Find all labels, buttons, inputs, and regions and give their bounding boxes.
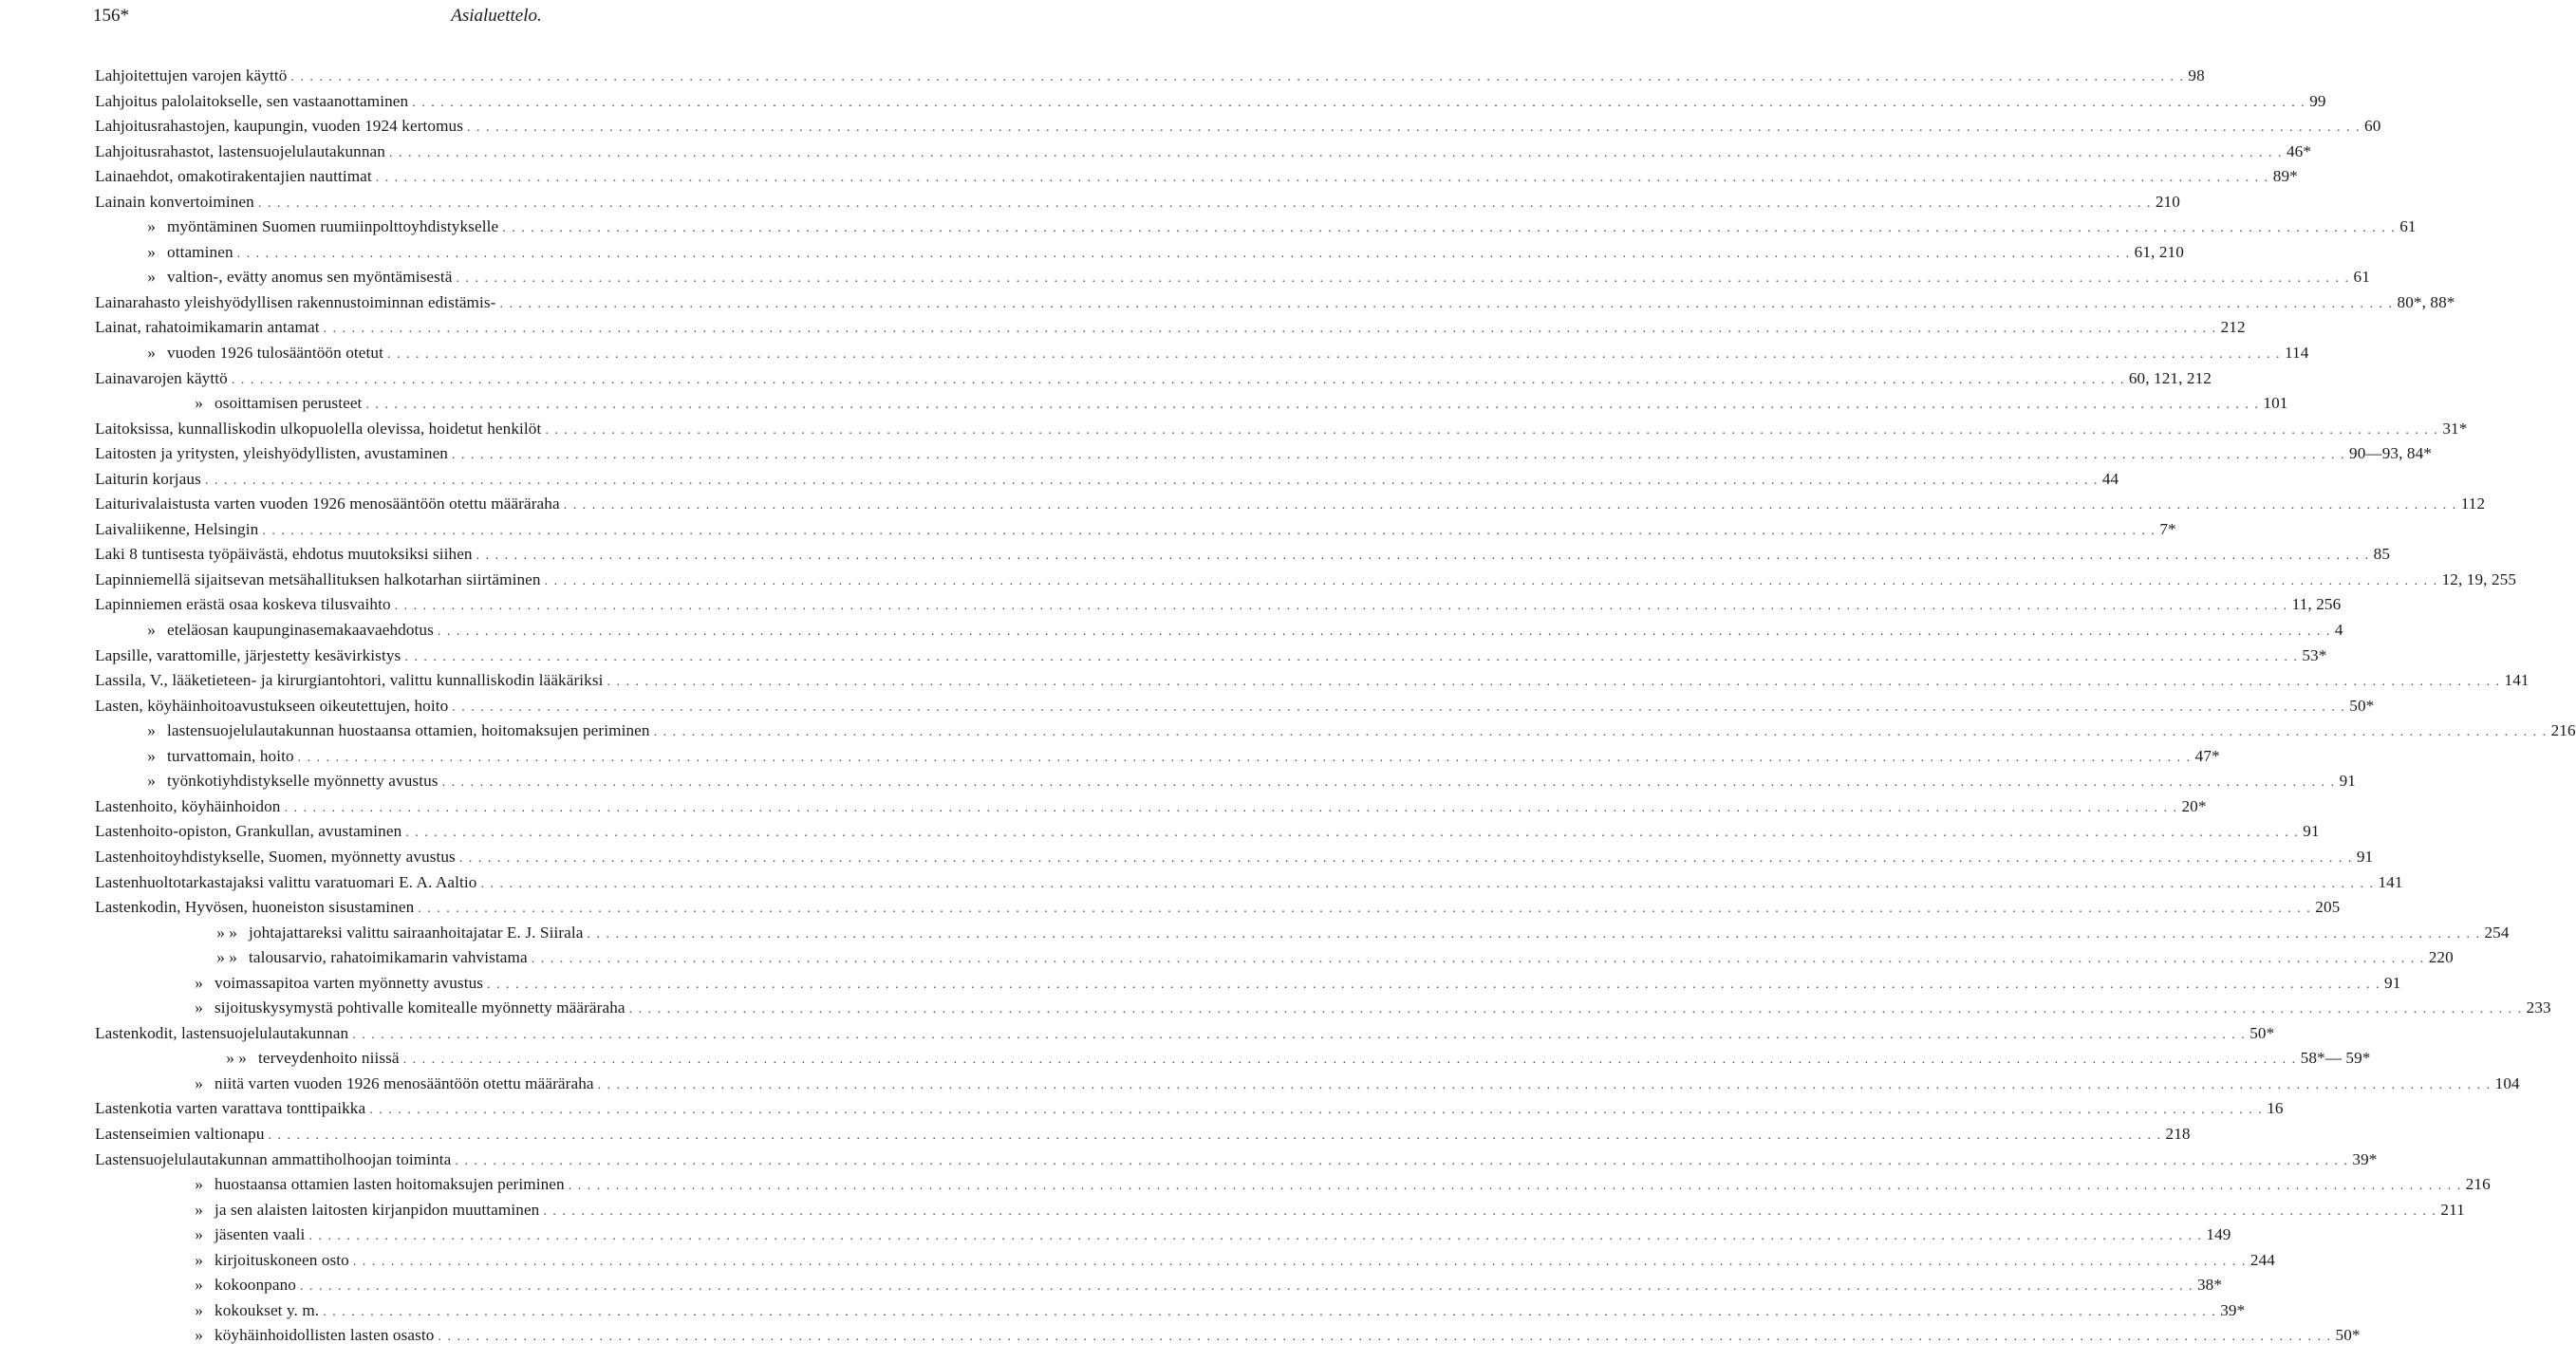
entry-pages: 11, 256 xyxy=(2291,595,2342,614)
entry-pages: 210 xyxy=(2155,192,2180,211)
ditto-mark: » » xyxy=(216,923,237,942)
entry-pages: 91 xyxy=(2303,822,2320,841)
index-entry xyxy=(95,847,2374,873)
entry-label: niitä varten vuoden 1926 menosääntöön otettu määräraha xyxy=(215,1073,594,1092)
index-entry xyxy=(95,923,2510,949)
dot-leader: . . . . . . . . . . . . . . . . . . . . . . . . . . . . . . . . . . . . . . . . . . . . . . . . . . . . . . . . . . . . . . . . . . . . . . . . . . . . . . . . . . . . . . . . . . . . . . . . . . . . . . . . . . . . . . . . . . . . . . . . . . . . . . . . . . . . . . . . . . . . . . . . . . . . . . . . . . . . . . . . . . . . . . . . . . . . . . . . . . . . . . . . . . . . . . . . . . . . . . . . xyxy=(257,196,2152,211)
entry-label: kokoonpano xyxy=(215,1276,296,1295)
entry-pages: 112 xyxy=(2460,494,2486,513)
entry-pages: 218 xyxy=(2165,1124,2191,1143)
index-entry xyxy=(95,242,2184,269)
entry-pages: 38* xyxy=(2196,1276,2223,1295)
dot-leader: . . . . . . . . . . . . . . . . . . . . . . . . . . . . . . . . . . . . . . . . . . . . . . . . . . . . . . . . . . . . . . . . . . . . . . . . . . . . . . . . . . . . . . . . . . . . . . . . . . . . . . . . . . . . . . . . . . . . . . . . . . . . . . . . . . . . . . . . . . . . . . . . . . . . . . . . . . . . . . . . . . . . . . . . . . . . . . . . . . . . . . . . . . . . . . . . . . . . . . . . xyxy=(394,599,2288,614)
dot-leader: . . . . . . . . . . . . . . . . . . . . . . . . . . . . . . . . . . . . . . . . . . . . . . . . . . . . . . . . . . . . . . . . . . . . . . . . . . . . . . . . . . . . . . . . . . . . . . . . . . . . . . . . . . . . . . . . . . . . . . . . . . . . . . . . . . . . . . . . . . . . . . . . . . . . . . . . . . . . . . . . . . . . . . . . . . . . . . . . . . . . . . . . . . . . . . . . . . . . . . . . xyxy=(290,70,2185,84)
index-entry xyxy=(95,1250,2275,1277)
dot-leader: . . . . . . . . . . . . . . . . . . . . . . . . . . . . . . . . . . . . . . . . . . . . . . . . . . . . . . . . . . . . . . . . . . . . . . . . . . . . . . . . . . . . . . . . . . . . . . . . . . . . . . . . . . . . . . . . . . . . . . . . . . . . . . . . . . . . . . . . . . . . . . . . . . . . . . . . . . . . . . . . . . . . . . . . . . . . . . . . . . . . . . . . . . . . . . . . . . . . . . . . xyxy=(545,422,2439,438)
entry-label: johtajattareksi valittu sairaanhoitajatar E. J. Siirala xyxy=(249,923,584,942)
index-entry xyxy=(95,1300,2246,1327)
ditto-mark: » xyxy=(147,621,156,640)
ditto-mark: » xyxy=(195,1225,203,1244)
entry-label: Laiturivalaistusta varten vuoden 1926 menosääntöön otettu määräraha xyxy=(95,494,560,513)
ditto-mark: » xyxy=(195,1073,203,1092)
entry-pages: 212 xyxy=(2220,318,2246,337)
entry-pages: 61 xyxy=(2353,268,2370,287)
index-entry xyxy=(95,66,2205,92)
dot-leader: . . . . . . . . . . . . . . . . . . . . . . . . . . . . . . . . . . . . . . . . . . . . . . . . . . . . . . . . . . . . . . . . . . . . . . . . . . . . . . . . . . . . . . . . . . . . . . . . . . . . . . . . . . . . . . . . . . . . . . . . . . . . . . . . . . . . . . . . . . . . . . . . . . . . . . . . . . . . . . . . . . . . . . . . . . . . . . . . . . . . . . . . . . . . . . . . . . . . . . . . xyxy=(297,750,2192,765)
entry-pages: 141 xyxy=(2378,872,2403,891)
entry-pages: 50* xyxy=(2349,696,2375,715)
dot-leader: . . . . . . . . . . . . . . . . . . . . . . . . . . . . . . . . . . . . . . . . . . . . . . . . . . . . . . . . . . . . . . . . . . . . . . . . . . . . . . . . . . . . . . . . . . . . . . . . . . . . . . . . . . . . . . . . . . . . . . . . . . . . . . . . . . . . . . . . . . . . . . . . . . . . . . . . . . . . . . . . . . . . . . . . . . . . . . . . . . . . . . . . . . . . . . . . . . . . . . . . xyxy=(452,700,2346,715)
entry-pages: 4 xyxy=(2334,621,2343,640)
entry-label: voimassapitoa varten myönnetty avustus xyxy=(215,973,484,992)
ditto-mark: » xyxy=(195,1326,203,1345)
entry-pages: 141 xyxy=(2504,671,2529,690)
index-entry xyxy=(95,569,2517,596)
dot-leader: . . . . . . . . . . . . . . . . . . . . . . . . . . . . . . . . . . . . . . . . . . . . . . . . . . . . . . . . . . . . . . . . . . . . . . . . . . . . . . . . . . . . . . . . . . . . . . . . . . . . . . . . . . . . . . . . . . . . . . . . . . . . . . . . . . . . . . . . . . . . . . . . . . . . . . . . . . . . . . . . . . . . . . . . . . . . . . . . . . . . . . . . . . . . . . . . . . . . . . . . xyxy=(628,1002,2523,1017)
dot-leader: . . . . . . . . . . . . . . . . . . . . . . . . . . . . . . . . . . . . . . . . . . . . . . . . . . . . . . . . . . . . . . . . . . . . . . . . . . . . . . . . . . . . . . . . . . . . . . . . . . . . . . . . . . . . . . . . . . . . . . . . . . . . . . . . . . . . . . . . . . . . . . . . . . . . . . . . . . . . . . . . . . . . . . . . . . . . . . . . . . . . . . . . . . . . . . . . . . . . . . . . xyxy=(231,372,2125,387)
index-entry xyxy=(95,494,2486,520)
dot-leader: . . . . . . . . . . . . . . . . . . . . . . . . . . . . . . . . . . . . . . . . . . . . . . . . . . . . . . . . . . . . . . . . . . . . . . . . . . . . . . . . . . . . . . . . . . . . . . . . . . . . . . . . . . . . . . . . . . . . . . . . . . . . . . . . . . . . . . . . . . . . . . . . . . . . . . . . . . . . . . . . . . . . . . . . . . . . . . . . . . . . . . . . . . . . . . . . . . . . . . . . xyxy=(441,775,2336,791)
page-number: 156* xyxy=(93,6,129,26)
dot-leader: . . . . . . . . . . . . . . . . . . . . . . . . . . . . . . . . . . . . . . . . . . . . . . . . . . . . . . . . . . . . . . . . . . . . . . . . . . . . . . . . . . . . . . . . . . . . . . . . . . . . . . . . . . . . . . . . . . . . . . . . . . . . . . . . . . . . . . . . . . . . . . . . . . . . . . . . . . . . . . . . . . . . . . . . . . . . . . . . . . . . . . . . . . . . . . . . . . . . . . . . xyxy=(487,977,2381,992)
dot-leader: . . . . . . . . . . . . . . . . . . . . . . . . . . . . . . . . . . . . . . . . . . . . . . . . . . . . . . . . . . . . . . . . . . . . . . . . . . . . . . . . . . . . . . . . . . . . . . . . . . . . . . . . . . . . . . . . . . . . . . . . . . . . . . . . . . . . . . . . . . . . . . . . . . . . . . . . . . . . . . . . . . . . . . . . . . . . . . . . . . . . . . . . . . . . . . . . . . . . . . . . xyxy=(323,322,2217,337)
dot-leader: . . . . . . . . . . . . . . . . . . . . . . . . . . . . . . . . . . . . . . . . . . . . . . . . . . . . . . . . . . . . . . . . . . . . . . . . . . . . . . . . . . . . . . . . . . . . . . . . . . . . . . . . . . . . . . . . . . . . . . . . . . . . . . . . . . . . . . . . . . . . . . . . . . . . . . . . . . . . . . . . . . . . . . . . . . . . . . . . . . . . . . . . . . . . . . . . . . . . . . . . xyxy=(437,625,2331,640)
dot-leader: . . . . . . . . . . . . . . . . . . . . . . . . . . . . . . . . . . . . . . . . . . . . . . . . . . . . . . . . . . . . . . . . . . . . . . . . . . . . . . . . . . . . . . . . . . . . . . . . . . . . . . . . . . . . . . . . . . . . . . . . . . . . . . . . . . . . . . . . . . . . . . . . . . . . . . . . . . . . . . . . . . . . . . . . . . . . . . . . . . . . . . . . . . . . . . . . . . . . . . . . xyxy=(323,1304,2217,1319)
entry-label: Lainaehdot, omakotirakentajien nauttimat xyxy=(95,167,372,186)
entry-label: Lastenhuoltotarkastajaksi valittu varatuomari E. A. Aaltio xyxy=(95,872,477,891)
entry-label: sijoituskysymystä pohtivalle komitealle myönnetty määräraha xyxy=(215,998,625,1017)
dot-leader: . . . . . . . . . . . . . . . . . . . . . . . . . . . . . . . . . . . . . . . . . . . . . . . . . . . . . . . . . . . . . . . . . . . . . . . . . . . . . . . . . . . . . . . . . . . . . . . . . . . . . . . . . . . . . . . . . . . . . . . . . . . . . . . . . . . . . . . . . . . . . . . . . . . . . . . . . . . . . . . . . . . . . . . . . . . . . . . . . . . . . . . . . . . . . . . . . . . . . . . . xyxy=(438,1330,2332,1345)
entry-label: myöntäminen Suomen ruumiinpolttoyhdistykselle xyxy=(167,217,499,236)
entry-label: Lahjoitusrahastojen, kaupungin, vuoden 1924 kertomus xyxy=(95,117,464,136)
ditto-mark: » xyxy=(195,1200,203,1219)
entry-pages: 205 xyxy=(2315,898,2341,917)
index-entry xyxy=(95,746,2220,773)
index-entry xyxy=(95,621,2343,646)
index-entry xyxy=(95,1073,2520,1100)
entry-pages: 80*, 88* xyxy=(2397,292,2455,311)
ditto-mark: » xyxy=(147,772,156,791)
dot-leader: . . . . . . . . . . . . . . . . . . . . . . . . . . . . . . . . . . . . . . . . . . . . . . . . . . . . . . . . . . . . . . . . . . . . . . . . . . . . . . . . . . . . . . . . . . . . . . . . . . . . . . . . . . . . . . . . . . . . . . . . . . . . . . . . . . . . . . . . . . . . . . . . . . . . . . . . . . . . . . . . . . . . . . . . . . . . . . . . . . . . . . . . . . . . . . . . . . . . . . . . xyxy=(607,675,2501,690)
entry-label: Lahjoitettujen varojen käyttö xyxy=(95,66,288,84)
index-entry xyxy=(95,595,2342,621)
dot-leader: . . . . . . . . . . . . . . . . . . . . . . . . . . . . . . . . . . . . . . . . . . . . . . . . . . . . . . . . . . . . . . . . . . . . . . . . . . . . . . . . . . . . . . . . . . . . . . . . . . . . . . . . . . . . . . . . . . . . . . . . . . . . . . . . . . . . . . . . . . . . . . . . . . . . . . . . . . . . . . . . . . . . . . . . . . . . . . . . . . . . . . . . . . . . . . . . . . . . . . . . xyxy=(418,902,2312,917)
entry-pages: 12, 19, 255 xyxy=(2441,569,2517,588)
ditto-mark: » xyxy=(147,217,156,236)
dot-leader: . . . . . . . . . . . . . . . . . . . . . . . . . . . . . . . . . . . . . . . . . . . . . . . . . . . . . . . . . . . . . . . . . . . . . . . . . . . . . . . . . . . . . . . . . . . . . . . . . . . . . . . . . . . . . . . . . . . . . . . . . . . . . . . . . . . . . . . . . . . . . . . . . . . . . . . . . . . . . . . . . . . . . . . . . . . . . . . . . . . . . . . . . . . . . . . . . . . . . . . . xyxy=(268,1128,2162,1143)
entry-label: turvattomain, hoito xyxy=(167,746,294,765)
index-entry xyxy=(95,973,2401,999)
dot-leader: . . . . . . . . . . . . . . . . . . . . . . . . . . . . . . . . . . . . . . . . . . . . . . . . . . . . . . . . . . . . . . . . . . . . . . . . . . . . . . . . . . . . . . . . . . . . . . . . . . . . . . . . . . . . . . . . . . . . . . . . . . . . . . . . . . . . . . . . . . . . . . . . . . . . . . . . . . . . . . . . . . . . . . . . . . . . . . . . . . . . . . . . . . . . . . . . . . . . . . . . xyxy=(587,926,2481,942)
ditto-mark: » xyxy=(195,1175,203,1194)
dot-leader: . . . . . . . . . . . . . . . . . . . . . . . . . . . . . . . . . . . . . . . . . . . . . . . . . . . . . . . . . . . . . . . . . . . . . . . . . . . . . . . . . . . . . . . . . . . . . . . . . . . . . . . . . . . . . . . . . . . . . . . . . . . . . . . . . . . . . . . . . . . . . . . . . . . . . . . . . . . . . . . . . . . . . . . . . . . . . . . . . . . . . . . . . . . . . . . . . . . . . . . . xyxy=(204,473,2099,488)
entry-pages: 99 xyxy=(2309,91,2326,110)
ditto-mark: » xyxy=(195,394,203,413)
dot-leader: . . . . . . . . . . . . . . . . . . . . . . . . . . . . . . . . . . . . . . . . . . . . . . . . . . . . . . . . . . . . . . . . . . . . . . . . . . . . . . . . . . . . . . . . . . . . . . . . . . . . . . . . . . . . . . . . . . . . . . . . . . . . . . . . . . . . . . . . . . . . . . . . . . . . . . . . . . . . . . . . . . . . . . . . . . . . . . . . . . . . . . . . . . . . . . . . . . . . . . . . xyxy=(502,221,2397,236)
index-entry xyxy=(95,394,2288,420)
index-entry xyxy=(95,721,2576,747)
entry-label: eteläosan kaupunginasemakaavaehdotus xyxy=(167,621,434,640)
entry-pages: 58*— 59* xyxy=(2300,1049,2371,1068)
entry-pages: 50* xyxy=(2335,1326,2361,1345)
entry-label: Lastensuojelulautakunnan ammattiholhoojan toiminta xyxy=(95,1149,452,1168)
ditto-mark: » » xyxy=(216,948,237,967)
index-entry xyxy=(95,217,2417,243)
dot-leader: . . . . . . . . . . . . . . . . . . . . . . . . . . . . . . . . . . . . . . . . . . . . . . . . . . . . . . . . . . . . . . . . . . . . . . . . . . . . . . . . . . . . . . . . . . . . . . . . . . . . . . . . . . . . . . . . . . . . . . . . . . . . . . . . . . . . . . . . . . . . . . . . . . . . . . . . . . . . . . . . . . . . . . . . . . . . . . . . . . . . . . . . . . . . . . . . . . . . . . . . xyxy=(563,498,2457,513)
entry-label: Lahjoitusrahastot, lastensuojelulautakunnan xyxy=(95,141,385,160)
dot-leader: . . . . . . . . . . . . . . . . . . . . . . . . . . . . . . . . . . . . . . . . . . . . . . . . . . . . . . . . . . . . . . . . . . . . . . . . . . . . . . . . . . . . . . . . . . . . . . . . . . . . . . . . . . . . . . . . . . . . . . . . . . . . . . . . . . . . . . . . . . . . . . . . . . . . . . . . . . . . . . . . . . . . . . . . . . . . . . . . . . . . . . . . . . . . . . . . . . . . . . . . xyxy=(388,145,2283,160)
dot-leader: . . . . . . . . . . . . . . . . . . . . . . . . . . . . . . . . . . . . . . . . . . . . . . . . . . . . . . . . . . . . . . . . . . . . . . . . . . . . . . . . . . . . . . . . . . . . . . . . . . . . . . . . . . . . . . . . . . . . . . . . . . . . . . . . . . . . . . . . . . . . . . . . . . . . . . . . . . . . . . . . . . . . . . . . . . . . . . . . . . . . . . . . . . . . . . . . . . . . . . . . xyxy=(284,800,2178,815)
entry-label: osoittamisen perusteet xyxy=(215,394,363,413)
entry-label: Lainain konvertoiminen xyxy=(95,192,254,211)
dot-leader: . . . . . . . . . . . . . . . . . . . . . . . . . . . . . . . . . . . . . . . . . . . . . . . . . . . . . . . . . . . . . . . . . . . . . . . . . . . . . . . . . . . . . . . . . . . . . . . . . . . . . . . . . . . . . . . . . . . . . . . . . . . . . . . . . . . . . . . . . . . . . . . . . . . . . . . . . . . . . . . . . . . . . . . . . . . . . . . . . . . . . . . . . . . . . . . . . . . . . . . . xyxy=(402,1053,2297,1068)
entry-label: ja sen alaisten laitosten kirjanpidon muuttaminen xyxy=(215,1200,540,1219)
index-entry xyxy=(95,772,2356,797)
entry-label: lastensuojelulautakunnan huostaansa ottamien, hoitomaksujen periminen xyxy=(167,721,650,740)
dot-leader: . . . . . . . . . . . . . . . . . . . . . . . . . . . . . . . . . . . . . . . . . . . . . . . . . . . . . . . . . . . . . . . . . . . . . . . . . . . . . . . . . . . . . . . . . . . . . . . . . . . . . . . . . . . . . . . . . . . . . . . . . . . . . . . . . . . . . . . . . . . . . . . . . . . . . . . . . . . . . . . . . . . . . . . . . . . . . . . . . . . . . . . . . . . . . . . . . . . . . . . . xyxy=(499,296,2394,311)
index-entry xyxy=(95,645,2327,672)
entry-pages: 85 xyxy=(2373,545,2391,564)
entry-pages: 47* xyxy=(2194,746,2220,765)
entry-pages: 39* xyxy=(2220,1300,2246,1319)
entry-label: valtion-, evätty anomus sen myöntämisestä xyxy=(167,268,453,287)
entry-label: kokoukset y. m. xyxy=(215,1300,320,1319)
entry-pages: 216 xyxy=(2550,721,2576,740)
index-entry xyxy=(95,998,2551,1024)
index-entry xyxy=(95,167,2298,193)
entry-label: Lapinniemen erästä osaa koskeva tilusvaihto xyxy=(95,595,391,614)
entry-label: Lasten, köyhäinhoitoavustukseen oikeutettujen, hoito xyxy=(95,696,449,715)
entry-pages: 104 xyxy=(2494,1073,2520,1092)
entry-pages: 31* xyxy=(2442,419,2468,438)
entry-pages: 91 xyxy=(2384,973,2401,992)
entry-pages: 39* xyxy=(2352,1149,2378,1168)
ditto-mark: » xyxy=(147,268,156,287)
index-entry xyxy=(95,1124,2191,1150)
entry-pages: 50* xyxy=(2249,1023,2275,1042)
entry-label: ottaminen xyxy=(167,242,233,261)
dot-leader: . . . . . . . . . . . . . . . . . . . . . . . . . . . . . . . . . . . . . . . . . . . . . . . . . . . . . . . . . . . . . . . . . . . . . . . . . . . . . . . . . . . . . . . . . . . . . . . . . . . . . . . . . . . . . . . . . . . . . . . . . . . . . . . . . . . . . . . . . . . . . . . . . . . . . . . . . . . . . . . . . . . . . . . . . . . . . . . . . . . . . . . . . . . . . . . . . . . . . . . . xyxy=(386,347,2281,363)
index-entry xyxy=(95,1149,2378,1176)
entry-label: vuoden 1926 tulosääntöön otetut xyxy=(167,344,383,363)
entry-pages: 7* xyxy=(2159,519,2176,538)
dot-leader: . . . . . . . . . . . . . . . . . . . . . . . . . . . . . . . . . . . . . . . . . . . . . . . . . . . . . . . . . . . . . . . . . . . . . . . . . . . . . . . . . . . . . . . . . . . . . . . . . . . . . . . . . . . . . . . . . . . . . . . . . . . . . . . . . . . . . . . . . . . . . . . . . . . . . . . . . . . . . . . . . . . . . . . . . . . . . . . . . . . . . . . . . . . . . . . . . . . . . . . . xyxy=(531,952,2425,967)
dot-leader: . . . . . . . . . . . . . . . . . . . . . . . . . . . . . . . . . . . . . . . . . . . . . . . . . . . . . . . . . . . . . . . . . . . . . . . . . . . . . . . . . . . . . . . . . . . . . . . . . . . . . . . . . . . . . . . . . . . . . . . . . . . . . . . . . . . . . . . . . . . . . . . . . . . . . . . . . . . . . . . . . . . . . . . . . . . . . . . . . . . . . . . . . . . . . . . . . . . . . . . . xyxy=(299,1279,2193,1295)
index-entry xyxy=(95,368,2212,395)
index-entry xyxy=(95,1276,2223,1301)
dot-leader: . . . . . . . . . . . . . . . . . . . . . . . . . . . . . . . . . . . . . . . . . . . . . . . . . . . . . . . . . . . . . . . . . . . . . . . . . . . . . . . . . . . . . . . . . . . . . . . . . . . . . . . . . . . . . . . . . . . . . . . . . . . . . . . . . . . . . . . . . . . . . . . . . . . . . . . . . . . . . . . . . . . . . . . . . . . . . . . . . . . . . . . . . . . . . . . . . . . . . . . . xyxy=(405,826,2300,841)
page-header xyxy=(93,6,900,34)
entry-label: Lastenhoito, köyhäinhoidon xyxy=(95,796,281,815)
entry-pages: 98 xyxy=(2188,66,2205,84)
dot-leader: . . . . . . . . . . . . . . . . . . . . . . . . . . . . . . . . . . . . . . . . . . . . . . . . . . . . . . . . . . . . . . . . . . . . . . . . . . . . . . . . . . . . . . . . . . . . . . . . . . . . . . . . . . . . . . . . . . . . . . . . . . . . . . . . . . . . . . . . . . . . . . . . . . . . . . . . . . . . . . . . . . . . . . . . . . . . . . . . . . . . . . . . . . . . . . . . . . . . . . . . xyxy=(375,171,2269,186)
entry-label: Lapsille, varattomille, järjestetty kesävirkistys xyxy=(95,645,401,664)
index-entry xyxy=(95,419,2468,445)
index-entry xyxy=(95,1326,2361,1352)
index-entry xyxy=(95,91,2326,118)
entry-label: Lainat, rahatoimikamarin antamat xyxy=(95,318,320,337)
entry-label: Laivaliikenne, Helsingin xyxy=(95,519,259,538)
entry-label: Lastenkodit, lastensuojelulautakunnan xyxy=(95,1023,349,1042)
entry-label: Lastenhoito-opiston, Grankullan, avustaminen xyxy=(95,822,402,841)
entry-pages: 91 xyxy=(2356,847,2374,866)
entry-pages: 254 xyxy=(2484,923,2510,942)
entry-label: talousarvio, rahatoimikamarin vahvistama xyxy=(249,948,528,967)
entry-pages: 89* xyxy=(2272,167,2298,186)
dot-leader: . . . . . . . . . . . . . . . . . . . . . . . . . . . . . . . . . . . . . . . . . . . . . . . . . . . . . . . . . . . . . . . . . . . . . . . . . . . . . . . . . . . . . . . . . . . . . . . . . . . . . . . . . . . . . . . . . . . . . . . . . . . . . . . . . . . . . . . . . . . . . . . . . . . . . . . . . . . . . . . . . . . . . . . . . . . . . . . . . . . . . . . . . . . . . . . . . . . . . . . . xyxy=(412,95,2306,110)
entry-label: huostaansa ottamien lasten hoitomaksujen periminen xyxy=(215,1175,565,1194)
entry-pages: 244 xyxy=(2249,1250,2275,1269)
index-entry xyxy=(95,344,2309,369)
ditto-mark: » xyxy=(147,242,156,261)
index-entry xyxy=(95,948,2454,974)
dot-leader: . . . . . . . . . . . . . . . . . . . . . . . . . . . . . . . . . . . . . . . . . . . . . . . . . . . . . . . . . . . . . . . . . . . . . . . . . . . . . . . . . . . . . . . . . . . . . . . . . . . . . . . . . . . . . . . . . . . . . . . . . . . . . . . . . . . . . . . . . . . . . . . . . . . . . . . . . . . . . . . . . . . . . . . . . . . . . . . . . . . . . . . . . . . . . . . . . . . . . . . . xyxy=(352,1254,2247,1269)
entry-pages: 114 xyxy=(2284,344,2309,363)
index-entry xyxy=(95,545,2391,570)
index-entry xyxy=(95,898,2341,924)
dot-leader: . . . . . . . . . . . . . . . . . . . . . . . . . . . . . . . . . . . . . . . . . . . . . . . . . . . . . . . . . . . . . . . . . . . . . . . . . . . . . . . . . . . . . . . . . . . . . . . . . . . . . . . . . . . . . . . . . . . . . . . . . . . . . . . . . . . . . . . . . . . . . . . . . . . . . . . . . . . . . . . . . . . . . . . . . . . . . . . . . . . . . . . . . . . . . . . . . . . . . . . . xyxy=(456,271,2350,287)
entry-label: Lainavarojen käyttö xyxy=(95,368,228,387)
dot-leader: . . . . . . . . . . . . . . . . . . . . . . . . . . . . . . . . . . . . . . . . . . . . . . . . . . . . . . . . . . . . . . . . . . . . . . . . . . . . . . . . . . . . . . . . . . . . . . . . . . . . . . . . . . . . . . . . . . . . . . . . . . . . . . . . . . . . . . . . . . . . . . . . . . . . . . . . . . . . . . . . . . . . . . . . . . . . . . . . . . . . . . . . . . . . . . . . . . . . . . . . xyxy=(404,649,2299,664)
entry-pages: 60 xyxy=(2364,117,2381,136)
dot-leader: . . . . . . . . . . . . . . . . . . . . . . . . . . . . . . . . . . . . . . . . . . . . . . . . . . . . . . . . . . . . . . . . . . . . . . . . . . . . . . . . . . . . . . . . . . . . . . . . . . . . . . . . . . . . . . . . . . . . . . . . . . . . . . . . . . . . . . . . . . . . . . . . . . . . . . . . . . . . . . . . . . . . . . . . . . . . . . . . . . . . . . . . . . . . . . . . . . . . . . . . xyxy=(653,725,2548,740)
dot-leader: . . . . . . . . . . . . . . . . . . . . . . . . . . . . . . . . . . . . . . . . . . . . . . . . . . . . . . . . . . . . . . . . . . . . . . . . . . . . . . . . . . . . . . . . . . . . . . . . . . . . . . . . . . . . . . . . . . . . . . . . . . . . . . . . . . . . . . . . . . . . . . . . . . . . . . . . . . . . . . . . . . . . . . . . . . . . . . . . . . . . . . . . . . . . . . . . . . . . . . . . xyxy=(476,549,2370,564)
entry-label: köyhäinhoidollisten lasten osasto xyxy=(215,1326,435,1345)
index-entry xyxy=(95,519,2176,546)
index-entry xyxy=(95,1225,2231,1251)
entry-label: terveydenhoito niissä xyxy=(258,1049,400,1068)
index-entry xyxy=(95,141,2312,168)
entry-pages: 53* xyxy=(2302,645,2327,664)
index-entry xyxy=(95,192,2180,218)
index-entry xyxy=(95,292,2455,319)
ditto-mark: » xyxy=(195,1276,203,1295)
dot-leader: . . . . . . . . . . . . . . . . . . . . . . . . . . . . . . . . . . . . . . . . . . . . . . . . . . . . . . . . . . . . . . . . . . . . . . . . . . . . . . . . . . . . . . . . . . . . . . . . . . . . . . . . . . . . . . . . . . . . . . . . . . . . . . . . . . . . . . . . . . . . . . . . . . . . . . . . . . . . . . . . . . . . . . . . . . . . . . . . . . . . . . . . . . . . . . . . . . . . . . . . xyxy=(352,1027,2247,1042)
index-entry xyxy=(95,671,2529,697)
index-entry xyxy=(95,696,2375,722)
index-entry xyxy=(95,1049,2371,1074)
entry-label: Lahjoitus palolaitokselle, sen vastaanottaminen xyxy=(95,91,409,110)
entry-label: Laitosten ja yritysten, yleishyödyllisten, avustaminen xyxy=(95,444,449,463)
entry-pages: 220 xyxy=(2428,948,2454,967)
entry-pages: 20* xyxy=(2181,796,2207,815)
dot-leader: . . . . . . . . . . . . . . . . . . . . . . . . . . . . . . . . . . . . . . . . . . . . . . . . . . . . . . . . . . . . . . . . . . . . . . . . . . . . . . . . . . . . . . . . . . . . . . . . . . . . . . . . . . . . . . . . . . . . . . . . . . . . . . . . . . . . . . . . . . . . . . . . . . . . . . . . . . . . . . . . . . . . . . . . . . . . . . . . . . . . . . . . . . . . . . . . . . . . . . . . xyxy=(236,246,2131,261)
dot-leader: . . . . . . . . . . . . . . . . . . . . . . . . . . . . . . . . . . . . . . . . . . . . . . . . . . . . . . . . . . . . . . . . . . . . . . . . . . . . . . . . . . . . . . . . . . . . . . . . . . . . . . . . . . . . . . . . . . . . . . . . . . . . . . . . . . . . . . . . . . . . . . . . . . . . . . . . . . . . . . . . . . . . . . . . . . . . . . . . . . . . . . . . . . . . . . . . . . . . . . . . xyxy=(452,448,2346,463)
index-entry xyxy=(95,1200,2465,1226)
entry-label: Lastenseimien valtionapu xyxy=(95,1124,265,1143)
dot-leader: . . . . . . . . . . . . . . . . . . . . . . . . . . . . . . . . . . . . . . . . . . . . . . . . . . . . . . . . . . . . . . . . . . . . . . . . . . . . . . . . . . . . . . . . . . . . . . . . . . . . . . . . . . . . . . . . . . . . . . . . . . . . . . . . . . . . . . . . . . . . . . . . . . . . . . . . . . . . . . . . . . . . . . . . . . . . . . . . . . . . . . . . . . . . . . . . . . . . . . . . xyxy=(262,523,2156,538)
entry-pages: 233 xyxy=(2526,998,2551,1017)
index-entry xyxy=(95,444,2432,470)
entry-pages: 61 xyxy=(2399,217,2417,236)
ditto-mark: » xyxy=(147,721,156,740)
entry-label: Lassila, V., lääketieteen- ja kirurgiantohtori, valittu kunnalliskodin lääkäriksi xyxy=(95,671,604,690)
entry-label: Lastenkodin, Hyvösen, huoneiston sisustaminen xyxy=(95,898,415,917)
index-entry xyxy=(95,268,2370,293)
dot-leader: . . . . . . . . . . . . . . . . . . . . . . . . . . . . . . . . . . . . . . . . . . . . . . . . . . . . . . . . . . . . . . . . . . . . . . . . . . . . . . . . . . . . . . . . . . . . . . . . . . . . . . . . . . . . . . . . . . . . . . . . . . . . . . . . . . . . . . . . . . . . . . . . . . . . . . . . . . . . . . . . . . . . . . . . . . . . . . . . . . . . . . . . . . . . . . . . . . . . . . . . xyxy=(544,573,2438,588)
dot-leader: . . . . . . . . . . . . . . . . . . . . . . . . . . . . . . . . . . . . . . . . . . . . . . . . . . . . . . . . . . . . . . . . . . . . . . . . . . . . . . . . . . . . . . . . . . . . . . . . . . . . . . . . . . . . . . . . . . . . . . . . . . . . . . . . . . . . . . . . . . . . . . . . . . . . . . . . . . . . . . . . . . . . . . . . . . . . . . . . . . . . . . . . . . . . . . . . . . . . . . . . xyxy=(467,121,2361,136)
dot-leader: . . . . . . . . . . . . . . . . . . . . . . . . . . . . . . . . . . . . . . . . . . . . . . . . . . . . . . . . . . . . . . . . . . . . . . . . . . . . . . . . . . . . . . . . . . . . . . . . . . . . . . . . . . . . . . . . . . . . . . . . . . . . . . . . . . . . . . . . . . . . . . . . . . . . . . . . . . . . . . . . . . . . . . . . . . . . . . . . . . . . . . . . . . . . . . . . . . . . . . . . xyxy=(365,398,2260,413)
dot-leader: . . . . . . . . . . . . . . . . . . . . . . . . . . . . . . . . . . . . . . . . . . . . . . . . . . . . . . . . . . . . . . . . . . . . . . . . . . . . . . . . . . . . . . . . . . . . . . . . . . . . . . . . . . . . . . . . . . . . . . . . . . . . . . . . . . . . . . . . . . . . . . . . . . . . . . . . . . . . . . . . . . . . . . . . . . . . . . . . . . . . . . . . . . . . . . . . . . . . . . . . xyxy=(458,850,2353,866)
entry-label: Lapinniemellä sijaitsevan metsähallituksen halkotarhan siirtäminen xyxy=(95,569,541,588)
entry-label: Laki 8 tuntisesta työpäivästä, ehdotus muutoksiksi siihen xyxy=(95,545,473,564)
entry-pages: 61, 210 xyxy=(2134,242,2184,261)
entry-label: Laitoksissa, kunnalliskodin ulkopuolella olevissa, hoidetut henkilöt xyxy=(95,419,542,438)
index-entry xyxy=(95,1175,2491,1201)
index-entries xyxy=(95,66,2576,1352)
dot-leader: . . . . . . . . . . . . . . . . . . . . . . . . . . . . . . . . . . . . . . . . . . . . . . . . . . . . . . . . . . . . . . . . . . . . . . . . . . . . . . . . . . . . . . . . . . . . . . . . . . . . . . . . . . . . . . . . . . . . . . . . . . . . . . . . . . . . . . . . . . . . . . . . . . . . . . . . . . . . . . . . . . . . . . . . . . . . . . . . . . . . . . . . . . . . . . . . . . . . . . . . xyxy=(308,1229,2203,1244)
entry-pages: 211 xyxy=(2440,1200,2465,1219)
dot-leader: . . . . . . . . . . . . . . . . . . . . . . . . . . . . . . . . . . . . . . . . . . . . . . . . . . . . . . . . . . . . . . . . . . . . . . . . . . . . . . . . . . . . . . . . . . . . . . . . . . . . . . . . . . . . . . . . . . . . . . . . . . . . . . . . . . . . . . . . . . . . . . . . . . . . . . . . . . . . . . . . . . . . . . . . . . . . . . . . . . . . . . . . . . . . . . . . . . . . . . . . xyxy=(568,1179,2462,1194)
entry-label: Lainarahasto yleishyödyllisen rakennustoiminnan edistämis- xyxy=(95,292,496,311)
index-entry xyxy=(95,318,2246,344)
index-entry xyxy=(95,796,2207,823)
entry-pages: 149 xyxy=(2206,1225,2231,1244)
index-entry xyxy=(95,872,2403,899)
ditto-mark: » xyxy=(195,1250,203,1269)
ditto-mark: » xyxy=(147,746,156,765)
index-entry xyxy=(95,469,2119,495)
ditto-mark: » » xyxy=(226,1049,247,1068)
entry-pages: 90—93, 84* xyxy=(2349,444,2432,463)
entry-label: Lastenkotia varten varattava tonttipaikka xyxy=(95,1099,366,1118)
dot-leader: . . . . . . . . . . . . . . . . . . . . . . . . . . . . . . . . . . . . . . . . . . . . . . . . . . . . . . . . . . . . . . . . . . . . . . . . . . . . . . . . . . . . . . . . . . . . . . . . . . . . . . . . . . . . . . . . . . . . . . . . . . . . . . . . . . . . . . . . . . . . . . . . . . . . . . . . . . . . . . . . . . . . . . . . . . . . . . . . . . . . . . . . . . . . . . . . . . . . . . . . xyxy=(480,876,2375,891)
dot-leader: . . . . . . . . . . . . . . . . . . . . . . . . . . . . . . . . . . . . . . . . . . . . . . . . . . . . . . . . . . . . . . . . . . . . . . . . . . . . . . . . . . . . . . . . . . . . . . . . . . . . . . . . . . . . . . . . . . . . . . . . . . . . . . . . . . . . . . . . . . . . . . . . . . . . . . . . . . . . . . . . . . . . . . . . . . . . . . . . . . . . . . . . . . . . . . . . . . . . . . . . xyxy=(597,1077,2492,1092)
entry-label: työnkotiyhdistykselle myönnetty avustus xyxy=(167,772,439,791)
dot-leader: . . . . . . . . . . . . . . . . . . . . . . . . . . . . . . . . . . . . . . . . . . . . . . . . . . . . . . . . . . . . . . . . . . . . . . . . . . . . . . . . . . . . . . . . . . . . . . . . . . . . . . . . . . . . . . . . . . . . . . . . . . . . . . . . . . . . . . . . . . . . . . . . . . . . . . . . . . . . . . . . . . . . . . . . . . . . . . . . . . . . . . . . . . . . . . . . . . . . . . . . xyxy=(369,1103,2264,1118)
entry-label: jäsenten vaali xyxy=(215,1225,306,1244)
entry-pages: 16 xyxy=(2267,1099,2284,1118)
entry-label: Lastenhoitoyhdistykselle, Suomen, myönnetty avustus xyxy=(95,847,456,866)
entry-pages: 46* xyxy=(2286,141,2312,160)
entry-label: kirjoituskoneen osto xyxy=(215,1250,349,1269)
ditto-mark: » xyxy=(147,344,156,363)
entry-label: Laiturin korjaus xyxy=(95,469,201,488)
entry-pages: 44 xyxy=(2101,469,2119,488)
page-title: Asialuettelo. xyxy=(451,6,542,26)
dot-leader: . . . . . . . . . . . . . . . . . . . . . . . . . . . . . . . . . . . . . . . . . . . . . . . . . . . . . . . . . . . . . . . . . . . . . . . . . . . . . . . . . . . . . . . . . . . . . . . . . . . . . . . . . . . . . . . . . . . . . . . . . . . . . . . . . . . . . . . . . . . . . . . . . . . . . . . . . . . . . . . . . . . . . . . . . . . . . . . . . . . . . . . . . . . . . . . . . . . . . . . . xyxy=(455,1153,2349,1168)
index-entry xyxy=(95,1099,2284,1125)
entry-pages: 60, 121, 212 xyxy=(2128,368,2212,387)
index-entry xyxy=(95,822,2320,848)
ditto-mark: » xyxy=(195,973,203,992)
entry-pages: 91 xyxy=(2339,772,2356,791)
entry-pages: 216 xyxy=(2465,1175,2491,1194)
ditto-mark: » xyxy=(195,998,203,1017)
index-entry xyxy=(95,117,2381,142)
entry-pages: 101 xyxy=(2263,394,2288,413)
ditto-mark: » xyxy=(195,1300,203,1319)
dot-leader: . . . . . . . . . . . . . . . . . . . . . . . . . . . . . . . . . . . . . . . . . . . . . . . . . . . . . . . . . . . . . . . . . . . . . . . . . . . . . . . . . . . . . . . . . . . . . . . . . . . . . . . . . . . . . . . . . . . . . . . . . . . . . . . . . . . . . . . . . . . . . . . . . . . . . . . . . . . . . . . . . . . . . . . . . . . . . . . . . . . . . . . . . . . . . . . . . . . . . . . . xyxy=(543,1203,2437,1219)
index-entry xyxy=(95,1023,2275,1050)
